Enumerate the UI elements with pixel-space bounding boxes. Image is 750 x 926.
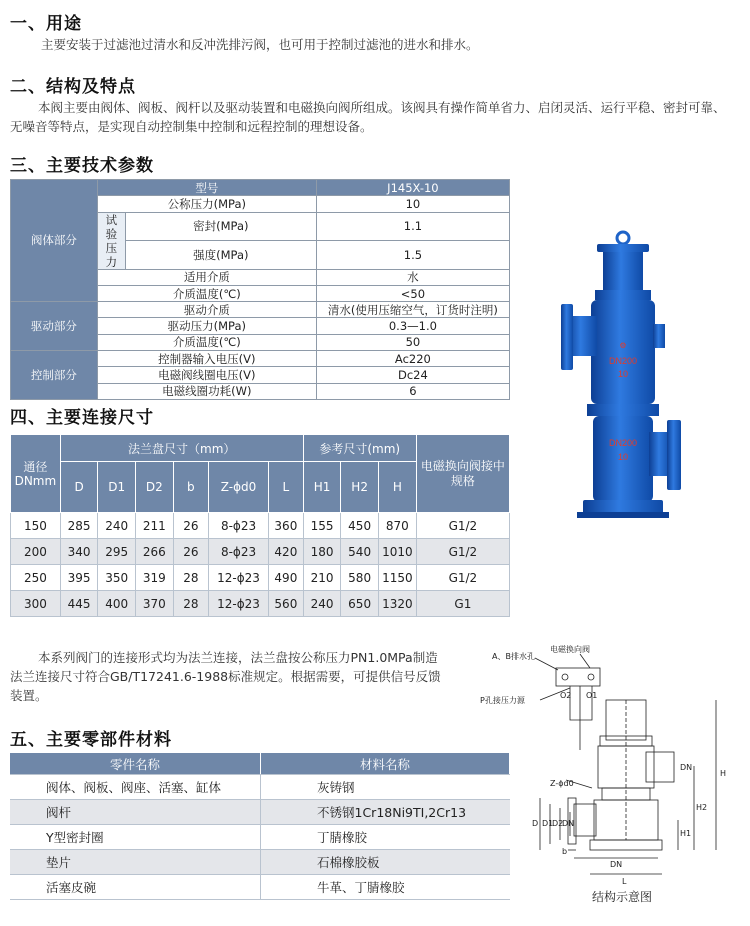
- col-header: b: [173, 462, 208, 513]
- param-label: 驱动介质: [97, 302, 316, 318]
- label-l: L: [622, 877, 627, 886]
- table-cell: 8-ϕ23: [209, 539, 269, 565]
- table-cell: 240: [303, 591, 341, 617]
- table-cell: 870: [378, 513, 416, 539]
- valve-dn-label: DN200: [608, 356, 638, 366]
- table-cell: 150: [11, 513, 61, 539]
- table-cell: 445: [60, 591, 98, 617]
- header-part: 零件名称: [10, 753, 261, 775]
- valve-inlet-flange: [561, 304, 573, 370]
- part-name: Y型密封圈: [10, 825, 261, 850]
- label-dn-side: DN: [562, 819, 575, 828]
- param-value: Dc24: [316, 367, 509, 383]
- param-value: 水: [316, 269, 509, 285]
- valve-upper-body: [591, 300, 655, 404]
- valve-base-flange: [583, 500, 663, 514]
- valve-mid-flange: [587, 404, 659, 416]
- valve-pn-label-2: 10: [617, 452, 629, 462]
- connection-note: 本系列阀门的连接形式均为法兰连接，法兰盘按公称压力PN1.0MPa制造法兰连接尺寸符合GB/T17241.6-1988标准规定。根据需要，可提供信号反馈装置。: [10, 650, 441, 703]
- table-cell: 395: [60, 565, 98, 591]
- table-row: [11, 539, 510, 565]
- table-cell: 420: [269, 539, 304, 565]
- table-row: [10, 800, 510, 825]
- label-h2: H2: [696, 803, 708, 812]
- solenoid-box: [556, 668, 600, 686]
- param-label: 电磁线圈功耗(W): [97, 383, 316, 399]
- header-solenoid: 电磁换向阀接中规格: [416, 435, 509, 513]
- label-o1: O1: [586, 691, 598, 700]
- col-header: D2: [136, 462, 174, 513]
- tech-params-table: [10, 179, 510, 400]
- param-label: 介质温度(℃): [97, 334, 316, 350]
- table-cell: 1150: [378, 565, 416, 591]
- table-cell: 8-ϕ23: [209, 513, 269, 539]
- param-label: 控制器输入电压(V): [97, 351, 316, 367]
- valve-side-port: [653, 324, 665, 348]
- table-cell: 155: [303, 513, 341, 539]
- label-dn-bottom: DN: [610, 860, 623, 869]
- table-cell: 211: [136, 513, 174, 539]
- label-o2: O2: [560, 691, 572, 700]
- param-label: 适用介质: [97, 269, 316, 285]
- valve-upper-flange: [595, 290, 651, 300]
- header-dn: 通径DNmm: [11, 435, 61, 513]
- table-cell: G1/2: [416, 539, 509, 565]
- header-ref: 参考尺寸(mm): [303, 435, 416, 462]
- model-label: 型号: [97, 180, 316, 196]
- table-cell: 285: [60, 513, 98, 539]
- param-label: 密封(MPa): [125, 212, 316, 241]
- table-cell: G1: [416, 591, 509, 617]
- label-d2: D2: [552, 819, 564, 828]
- table-cell: G1/2: [416, 513, 509, 539]
- table-row: [11, 565, 510, 591]
- param-value: 0.3—1.0: [316, 318, 509, 334]
- table-cell: 12-ϕ23: [209, 591, 269, 617]
- section-5-title: 五、主要零部件材料: [10, 730, 172, 750]
- param-value: 10: [316, 196, 509, 212]
- table-cell: 250: [11, 565, 61, 591]
- label-d1: D1: [542, 819, 554, 828]
- table-cell: 370: [136, 591, 174, 617]
- section-3-title: 三、主要技术参数: [10, 156, 154, 176]
- table-cell: 28: [173, 565, 208, 591]
- label-d: D: [532, 819, 539, 828]
- col-header: D: [60, 462, 98, 513]
- param-value: Ac220: [316, 351, 509, 367]
- material-name: 灰铸钢: [261, 775, 510, 800]
- param-value: 清水(使用压缩空气，订货时注明): [316, 302, 509, 318]
- section-1-title: 一、用途: [10, 14, 82, 34]
- table-cell: 266: [136, 539, 174, 565]
- svg-text:⚙: ⚙: [619, 341, 627, 350]
- param-value: 6: [316, 383, 509, 399]
- table-cell: 210: [303, 565, 341, 591]
- table-cell: 650: [341, 591, 379, 617]
- table-row: [10, 850, 510, 875]
- table-cell: 26: [173, 513, 208, 539]
- part-name: 阀杆: [10, 800, 261, 825]
- table-cell: 319: [136, 565, 174, 591]
- table-cell: 26: [173, 539, 208, 565]
- table-cell: 450: [341, 513, 379, 539]
- table-cell: 1010: [378, 539, 416, 565]
- table-cell: G1/2: [416, 565, 509, 591]
- diagram-caption: 结构示意图: [592, 890, 653, 904]
- table-cell: 560: [269, 591, 304, 617]
- param-label: 驱动压力(MPa): [97, 318, 316, 334]
- table-row: [11, 591, 510, 617]
- material-name: 不锈钢1Cr18Ni9TI,2Cr13: [261, 800, 510, 825]
- structure-diagram: [480, 640, 742, 910]
- param-label: 公称压力(MPa): [97, 196, 316, 212]
- col-header: Z-ϕd0: [209, 462, 269, 513]
- label-h: H: [720, 769, 727, 778]
- label-b: b: [562, 847, 568, 856]
- table-cell: 12-ϕ23: [209, 565, 269, 591]
- material-name: 石棉橡胶板: [261, 850, 510, 875]
- table-row: [11, 513, 510, 539]
- label-p-hole: P孔接压力源: [480, 696, 525, 705]
- table-row: [10, 875, 510, 900]
- param-value: 1.5: [316, 241, 509, 270]
- col-header: H2: [341, 462, 379, 513]
- valve-top-cap: [597, 244, 649, 252]
- group-control: 控制部分: [11, 351, 98, 400]
- col-header: H1: [303, 462, 341, 513]
- group-body: 阀体部分: [11, 180, 98, 302]
- label-dn-top: DN: [680, 763, 693, 772]
- connection-dims-table: [10, 434, 510, 617]
- label-ab-holes: A、B排水孔: [492, 652, 535, 661]
- valve-outlet-flange: [667, 420, 681, 490]
- port-icon: [588, 674, 594, 680]
- test-pressure-label: 试验压力: [97, 212, 125, 269]
- part-name: 垫片: [10, 850, 261, 875]
- table-cell: 400: [98, 591, 136, 617]
- table-cell: 295: [98, 539, 136, 565]
- table-cell: 360: [269, 513, 304, 539]
- table-cell: 28: [173, 591, 208, 617]
- valve-dn-label-2: DN200: [608, 438, 638, 448]
- col-header: L: [269, 462, 304, 513]
- section-1-body: 主要安装于过滤池过清水和反冲洗排污阀，也可用于控制过滤池的进水和排水。: [41, 37, 479, 52]
- table-cell: 350: [98, 565, 136, 591]
- header-flange: 法兰盘尺寸（mm）: [60, 435, 303, 462]
- part-name: 活塞皮碗: [10, 875, 261, 900]
- param-label: 介质温度(℃): [97, 285, 316, 301]
- label-solenoid: 电磁换向阀: [550, 645, 590, 654]
- material-name: 丁腈橡胶: [261, 825, 510, 850]
- table-row: [10, 775, 510, 800]
- valve-base-plate: [577, 512, 669, 518]
- param-label: 电磁阀线圈电压(V): [97, 367, 316, 383]
- header-material: 材料名称: [261, 753, 510, 775]
- table-cell: 580: [341, 565, 379, 591]
- param-label: 强度(MPa): [125, 241, 316, 270]
- section-4-title: 四、主要连接尺寸: [10, 408, 154, 428]
- param-value: 50: [316, 334, 509, 350]
- group-drive: 驱动部分: [11, 302, 98, 351]
- table-cell: 540: [341, 539, 379, 565]
- model-value: J145X-10: [316, 180, 509, 196]
- table-cell: 200: [11, 539, 61, 565]
- label-zd0: Z-ϕd0: [550, 779, 574, 788]
- param-value: 1.1: [316, 212, 509, 241]
- col-header: D1: [98, 462, 136, 513]
- valve-cylinder: [603, 252, 643, 294]
- material-name: 牛革、丁腈橡胶: [261, 875, 510, 900]
- valve-pn-label: 10: [617, 369, 629, 379]
- part-name: 阀体、阀板、阀座、活塞、缸体: [10, 775, 261, 800]
- materials-table: [10, 753, 510, 900]
- table-cell: 340: [60, 539, 98, 565]
- table-cell: 240: [98, 513, 136, 539]
- param-value: <50: [316, 285, 509, 301]
- table-row: [10, 825, 510, 850]
- table-cell: 1320: [378, 591, 416, 617]
- lifting-ring-icon: [617, 232, 629, 244]
- table-cell: 300: [11, 591, 61, 617]
- valve-photo: [553, 228, 693, 530]
- section-2-body: 本阀主要由阀体、阀板、阀杆以及驱动装置和电磁换向阀所组成。该阀具有操作简单省力、启闭灵活、运行平稳、密封可靠、无噪音等特点，是实现自动控制集中控制和远程控制的理想设备。: [10, 100, 726, 134]
- table-cell: 180: [303, 539, 341, 565]
- col-header: H: [378, 462, 416, 513]
- table-cell: 490: [269, 565, 304, 591]
- port-icon: [562, 674, 568, 680]
- section-2-title: 二、结构及特点: [10, 77, 136, 97]
- label-h1: H1: [680, 829, 692, 838]
